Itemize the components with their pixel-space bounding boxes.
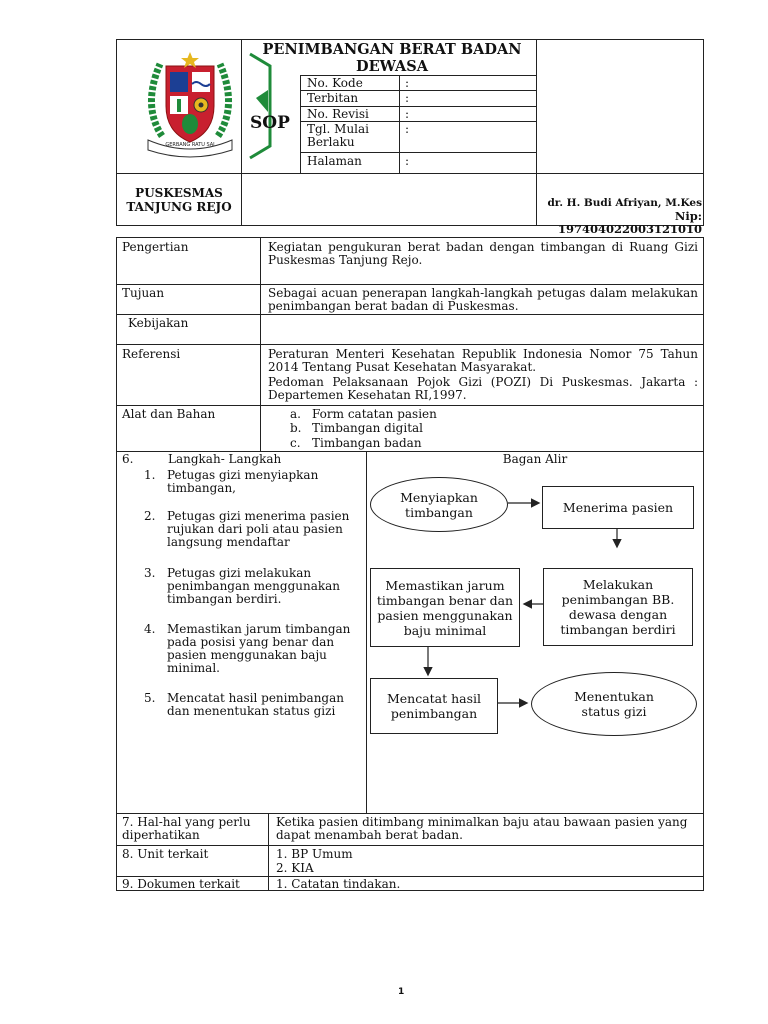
step-number-3: 3. [144, 566, 156, 580]
field-label-kode: No. Kode [307, 76, 363, 90]
signatory-nip: Nip: 197404022003121010 [557, 209, 702, 236]
pengertian-label: Pengertian [122, 240, 189, 254]
dokumen-label: 9. Dokumen terkait [122, 877, 240, 891]
pengertian-text: Kegiatan pengukuran berat badan dengan timbangan di Ruang Gizi Puskesmas Tanjung Rejo. [268, 240, 698, 267]
flow-node-melakukan: Melakukan penimbangan BB. dewasa dengan timbangan berdiri [543, 568, 693, 646]
field-label-halaman: Halaman [307, 154, 362, 168]
alat-item-c: Timbangan badan [312, 436, 422, 450]
tujuan-label: Tujuan [122, 286, 165, 300]
alat-marker-a: a. [290, 407, 301, 421]
flow-node-mencatat: Mencatat hasil penimbangan [370, 678, 498, 734]
field-label-terbitan: Terbitan [307, 91, 359, 105]
step-number-2: 2. [144, 509, 156, 523]
referensi-line2: Pedoman Pelaksanaan Pojok Gizi (POZI) Di Puskesmas. Jakarta : Departemen Kesehatan RI,1997. [268, 375, 698, 402]
alat-label: Alat dan Bahan [122, 407, 216, 421]
flow-node-memastikan: Memastikan jarum timbangan benar dan pasien menggunakan baju minimal [370, 568, 520, 647]
unit-item-1: 1. BP Umum [276, 847, 353, 861]
field-label-tgl: Tgl. Mulai Berlaku [307, 122, 369, 149]
unit-item-2: 2. KIA [276, 861, 314, 875]
signatory-name: dr. H. Budi Afriyan, M.Kes [547, 197, 702, 209]
hal-text: Ketika pasien ditimbang minimalkan baju atau bawaan pasien yang dapat menambah berat badan. [276, 815, 688, 842]
alat-item-a: Form catatan pasien [312, 407, 437, 421]
kebijakan-label: Kebijakan [128, 316, 189, 330]
logo-motto: GERBANG RATU SAI [165, 142, 215, 148]
flow-node-menerima: Menerima pasien [542, 486, 694, 529]
alat-marker-c: c. [290, 436, 301, 450]
field-value-tgl: : [405, 122, 410, 136]
org-name: PUSKESMAS TANJUNG REJO [126, 186, 232, 214]
page-title: PENIMBANGAN BERAT BADAN DEWASA [262, 41, 522, 75]
flow-node-menyiapkan: Menyiapkan timbangan [370, 477, 508, 532]
dokumen-item-1: 1. Catatan tindakan. [276, 877, 401, 891]
sop-label: SOP [250, 113, 290, 133]
step-text-4: Memastikan jarum timbangan pada posisi yang benar dan pasien menggunakan baju minimal. [167, 622, 351, 675]
langkah-number: 6. [122, 452, 134, 466]
referensi-label: Referensi [122, 347, 181, 361]
alat-marker-b: b. [290, 421, 302, 435]
step-text-2: Petugas gizi menerima pasien rujukan dari poli atau pasien langsung mendaftar [167, 509, 350, 549]
hal-label: 7. Hal-hal yang perlu diperhatikan [122, 815, 251, 842]
referensi-line1: Peraturan Menteri Kesehatan Republik Indonesia Nomor 75 Tahun 2014 Tentang Pusat Kesehatan Masyarakat. [268, 347, 698, 374]
langkah-label: Langkah- Langkah [168, 452, 282, 466]
field-label-revisi: No. Revisi [307, 107, 369, 121]
field-value-terbitan: : [405, 91, 410, 105]
page-number: 1 [398, 987, 405, 997]
step-number-1: 1. [144, 468, 156, 482]
alat-item-b: Timbangan digital [312, 421, 424, 435]
field-value-revisi: : [405, 107, 410, 121]
bagan-label: Bagan Alir [502, 452, 568, 466]
tujuan-text: Sebagai acuan penerapan langkah-langkah petugas dalam melakukan penimbangan berat badan di Puskesmas. [268, 286, 698, 313]
step-number-4: 4. [144, 622, 156, 636]
flow-node-menentukan: Menentukan status gizi [531, 672, 697, 736]
unit-label: 8. Unit terkait [122, 847, 209, 861]
step-number-5: 5. [144, 691, 156, 705]
field-value-kode: : [405, 76, 410, 90]
step-text-3: Petugas gizi melakukan penimbangan menggunakan timbangan berdiri. [167, 566, 341, 606]
step-text-1: Petugas gizi menyiapkan timbangan, [167, 468, 319, 495]
field-value-halaman: : [405, 154, 410, 168]
step-text-5: Mencatat hasil penimbangan dan menentukan status gizi [167, 691, 344, 718]
